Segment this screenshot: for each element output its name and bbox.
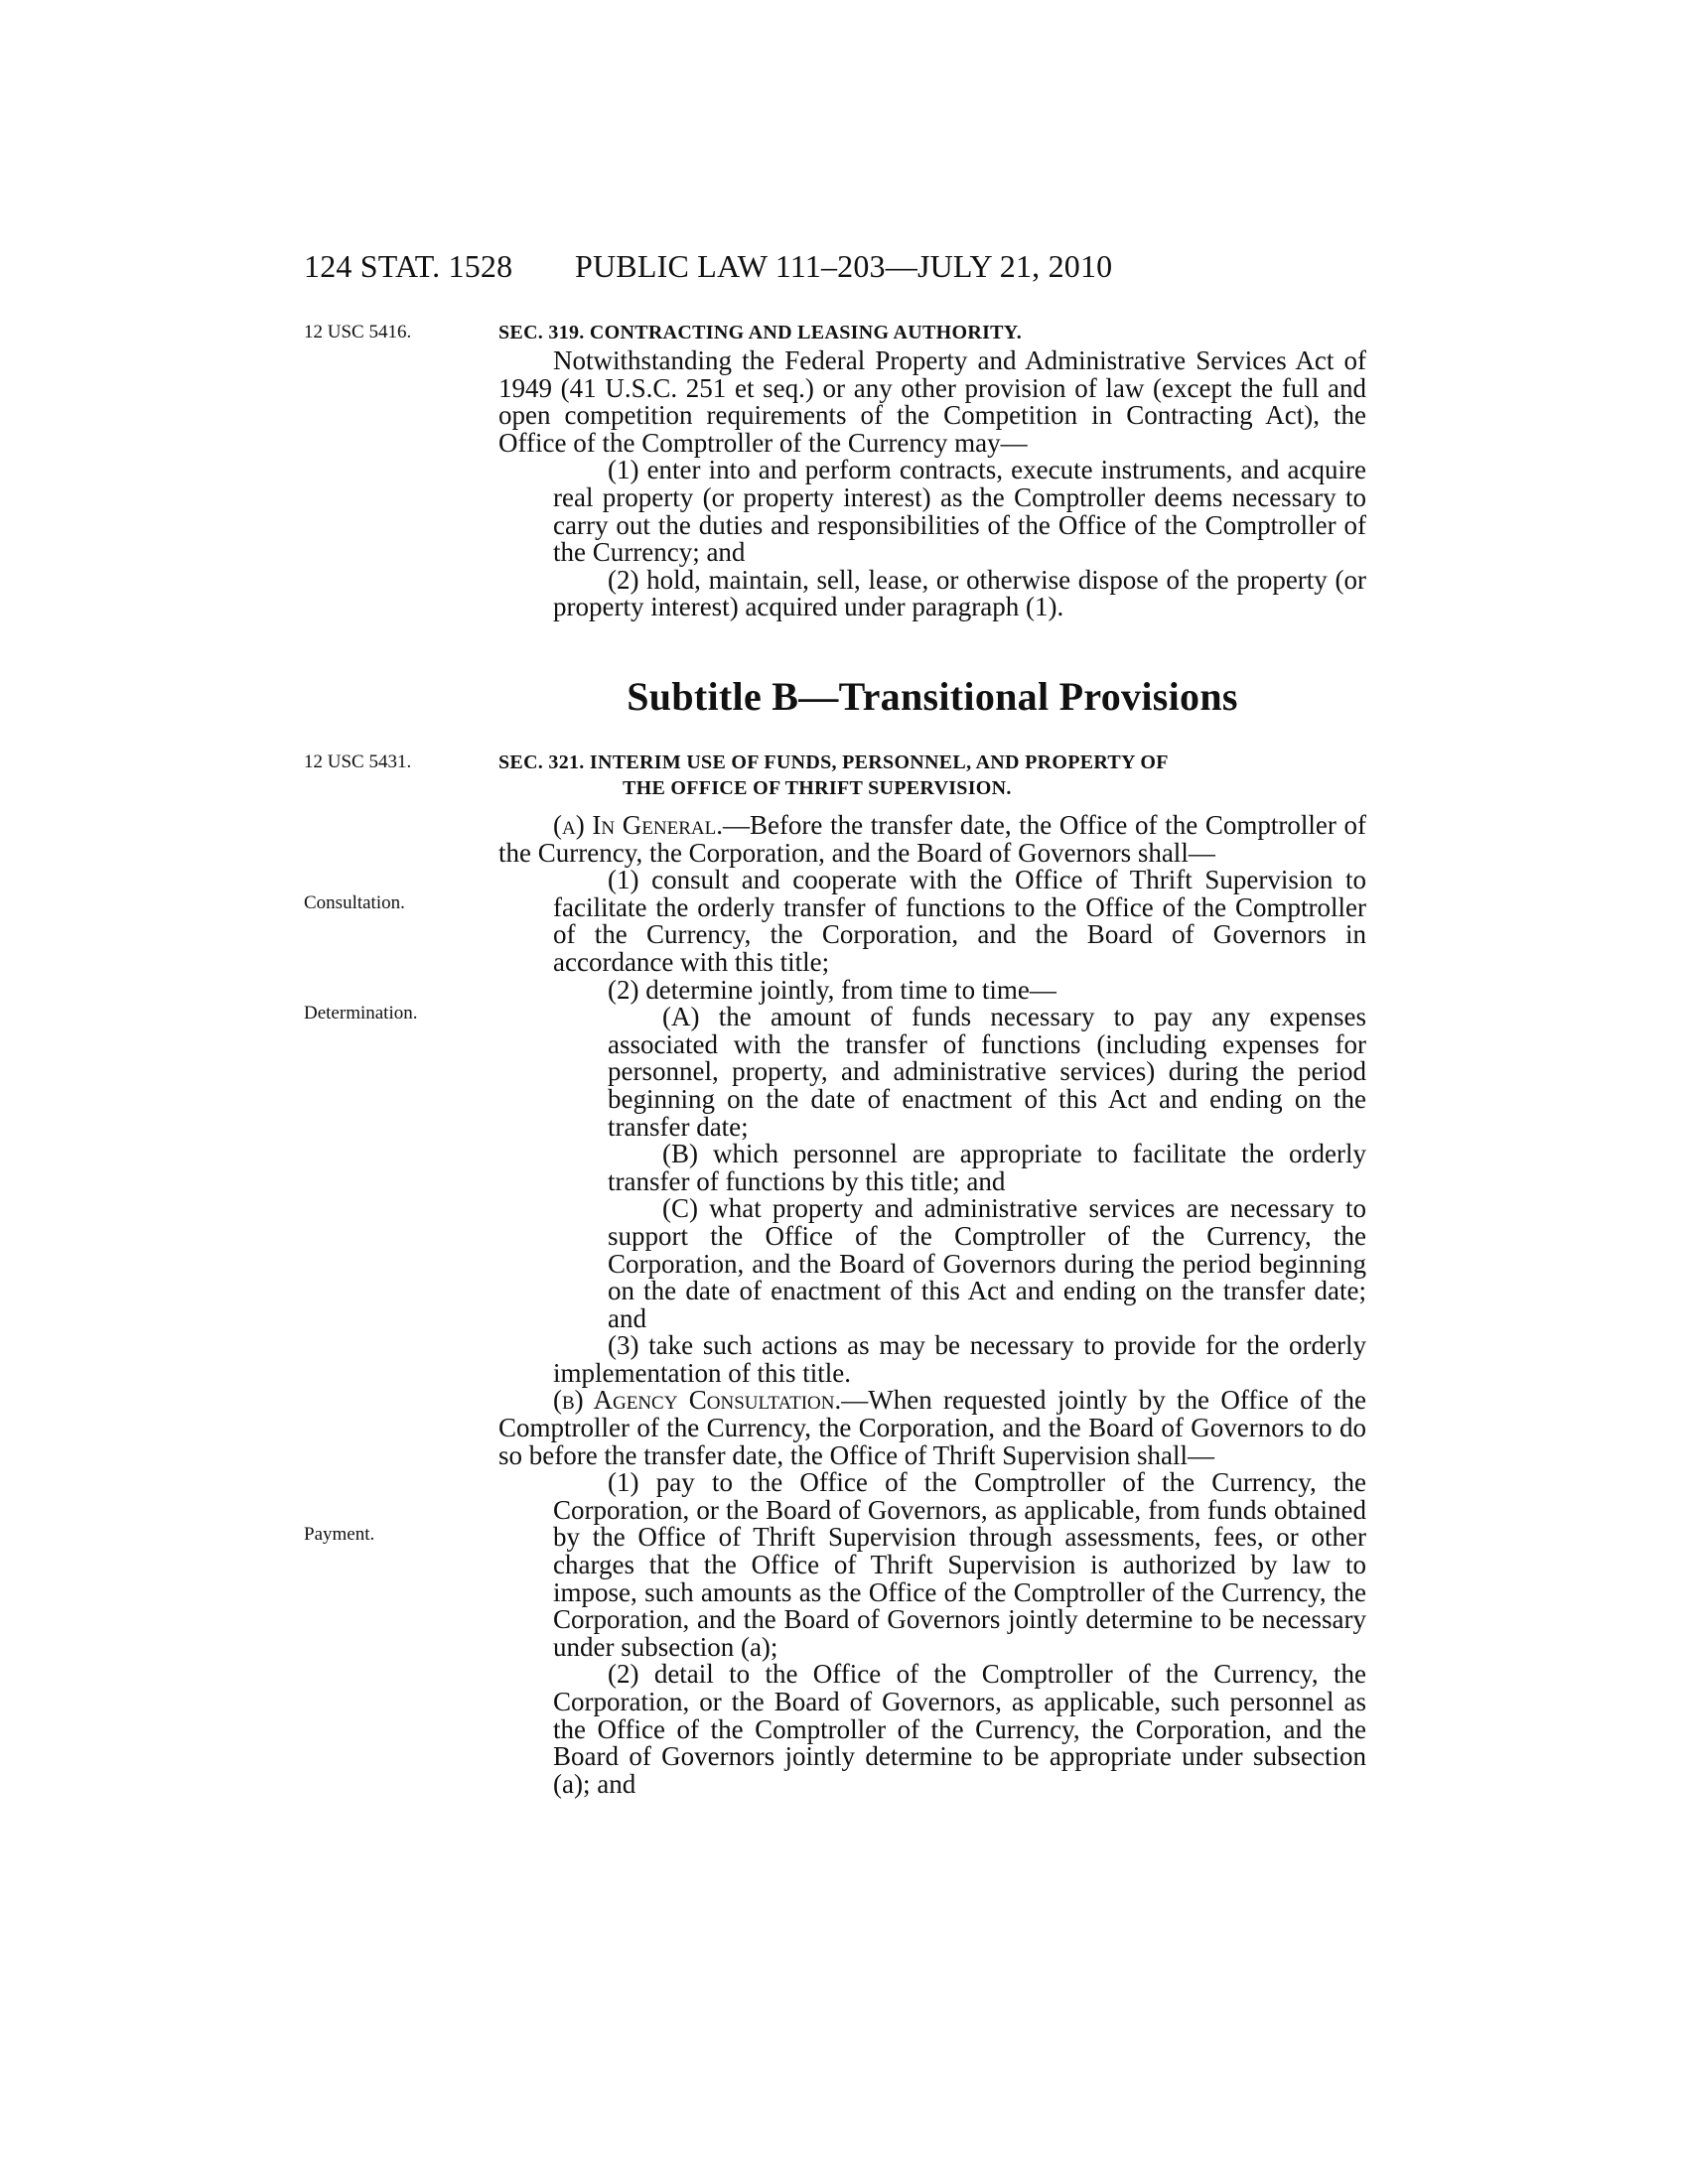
subsection-a-para-2-A: (A) the amount of funds necessary to pay any expenses associated with the transfer of functions (including expenses for personnel, property, and administrative services) during the period beginning on the date of enactment of this Act and ending on the transfer date; <box>608 1002 1366 1142</box>
sec-319-para-1: (1) enter into and perform contracts, execute instruments, and acquire real property (or property interest) as the Comptroller deems necessary to carry out the duties and responsibilities of the Office of the Comptroller of the Currency; and <box>553 455 1366 568</box>
subsection-b-intro <box>498 1387 1366 1469</box>
subsection-b-para-2: (2) detail to the Office of the Comptroller of the Currency, the Corporation, or the Board of Governors, as applicable, such personnel as the Office of the Comptroller of the Currency, the Corporation, and the Board of Governors jointly determine to be appropriate under subsection (a); and <box>553 1659 1366 1799</box>
subsection-a-para-1: (1) consult and cooperate with the Office of Thrift Supervision to facilitate the orderly transfer of functions to the Office of the Comptroller of the Currency, the Corporation, and the Board of Governors in accordance with this title; <box>553 865 1366 977</box>
sec-321-heading <box>498 750 1366 801</box>
margin-note-payment: Payment. <box>304 1524 375 1545</box>
sec-321-body <box>498 812 1366 1798</box>
subsection-a-para-2-B: (B) which personnel are appropriate to facilitate the orderly transfer of functions by this title; and <box>608 1139 1366 1196</box>
sec-319-para-2: (2) hold, maintain, sell, lease, or otherwise dispose of the property (or property interest) acquired under paragraph (1). <box>553 564 1366 622</box>
margin-note-usc-5416: 12 USC 5416. <box>304 322 412 342</box>
sec-321-heading-line-2: THE OFFICE OF THRIFT SUPERVISION. <box>623 777 1012 799</box>
subsection-b-label: (b) Agency Consultation. <box>553 1385 842 1416</box>
subsection-a-para-2-C: (C) what property and administrative services are necessary to support the Office of the Comptroller of the Currency, the Corporation, and the Board of Governors during the period beginning on the date of enactment of this Act and ending on the transfer date; and <box>608 1193 1366 1333</box>
margin-note-usc-5431: 12 USC 5431. <box>304 751 412 772</box>
subtitle-heading: Subtitle B—Transitional Provisions <box>627 674 1238 719</box>
sec-319-heading: SEC. 319. CONTRACTING AND LEASING AUTHORITY. <box>498 322 1023 343</box>
subsection-a-text: —Before the transfer date, the Office of the Comptroller of the Currency, the Corporation, and the Board of Governors shall— <box>498 810 1366 868</box>
subsection-a-para-3: (3) take such actions as may be necessary to provide for the orderly implementation of this title. <box>553 1330 1366 1388</box>
sec-321-heading-line-1: SEC. 321. INTERIM USE OF FUNDS, PERSONNEL, AND PROPERTY OF <box>498 751 1169 773</box>
subsection-b-text: —When requested jointly by the Office of the Comptroller of the Currency, the Corporation, and the Board of Governors to do so before the transfer date, the Office of Thrift Supervision shall— <box>498 1385 1366 1470</box>
sec-319-intro: Notwithstanding the Federal Property and Administrative Services Act of 1949 (41 U.S.C. 251 et seq.) or any other provision of law (except the full and open competition requirements of the Competition in Contracting Act), the Office of the Comptroller of the Currency may— <box>498 345 1366 458</box>
margin-note-consultation: Consultation. <box>304 892 405 913</box>
margin-note-determination: Determination. <box>304 1003 418 1024</box>
sec-319-body <box>498 347 1366 621</box>
subsection-b-para-1: (1) pay to the Office of the Comptroller of the Currency, the Corporation, or the Board of Governors, as applicable, from funds obtained by the Office of Thrift Supervision through assessments, fees, or other charges that the Office of Thrift Supervision is authorized by law to impose, such amounts as the Office of the Comptroller of the Currency, the Corporation, and the Board of Governors jointly determine to be necessary under subsection (a); <box>553 1467 1366 1662</box>
subsection-a-para-2: (2) determine jointly, from time to time— <box>608 974 1056 1005</box>
subsection-a-intro <box>498 812 1366 867</box>
running-header: PUBLIC LAW 111–203—JULY 21, 2010 <box>575 248 1113 284</box>
stat-page-number: 124 STAT. 1528 <box>304 248 513 284</box>
subsection-a-label: (a) In General. <box>553 810 723 840</box>
